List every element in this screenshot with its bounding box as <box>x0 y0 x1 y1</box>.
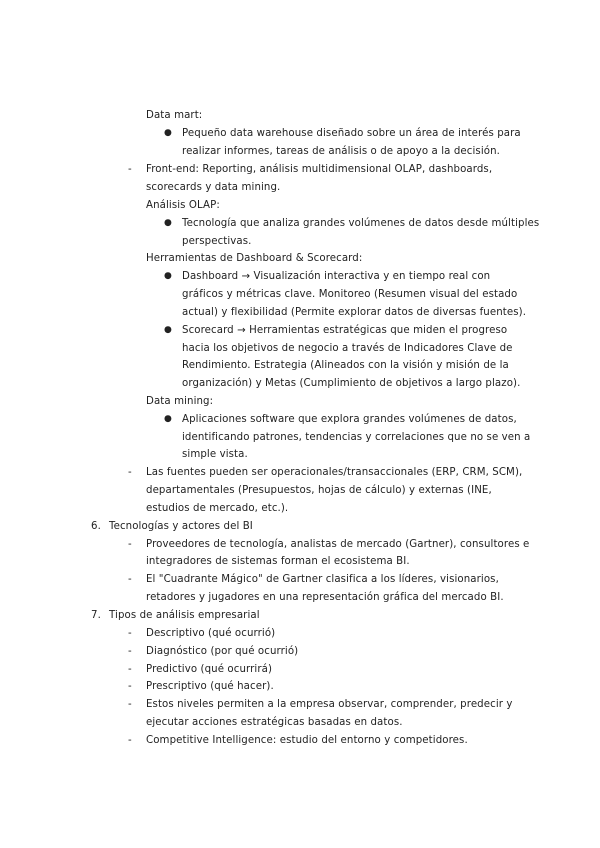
section6-title: Tecnologías y actores del BI <box>109 521 253 532</box>
section6-item2-line1: El "Cuadrante Mágico" de Gartner clasifica a los líderes, visionarios, <box>146 574 499 585</box>
section7-title: Tipos de análisis empresarial <box>109 610 260 621</box>
dash-marker: - <box>128 699 132 710</box>
datamining-bullet-line3: simple vista. <box>182 449 248 460</box>
frontend-line1: Front-end: Reporting, análisis multidimensional OLAP, dashboards, <box>146 164 493 175</box>
section6-number: 6. <box>91 521 101 532</box>
section7-item2: Diagnóstico (por qué ocurrió) <box>146 646 299 657</box>
bullet-marker: ● <box>164 325 172 335</box>
olap-bullet-line1: Tecnología que analiza grandes volúmenes de datos desde múltiples <box>182 218 540 229</box>
bullet-marker: ● <box>164 271 172 281</box>
scorecard-line3: Rendimiento. Estrategia (Alineados con la visión y misión de la <box>182 360 509 371</box>
section7-item1: Descriptivo (qué ocurrió) <box>146 628 276 639</box>
fuentes-line3: estudios de mercado, etc.). <box>146 503 289 514</box>
dashboard-line3: actual) y flexibilidad (Permite explorar datos de diversas fuentes). <box>182 307 527 318</box>
bullet-marker: ● <box>164 128 172 138</box>
dashboard-line1: Dashboard → Visualización interactiva y en tiempo real con <box>182 271 491 282</box>
fuentes-line1: Las fuentes pueden ser operacionales/transaccionales (ERP, CRM, SCM), <box>146 467 523 478</box>
bullet-marker: ● <box>164 414 172 424</box>
datamining-heading: Data mining: <box>146 396 214 407</box>
section6-item1-line1: Proveedores de tecnología, analistas de mercado (Gartner), consultores e <box>146 539 530 550</box>
datamart-bullet-line2: realizar informes, tareas de análisis o de apoyo a la decisión. <box>182 146 500 157</box>
dash-marker: - <box>128 164 132 175</box>
dash-marker: - <box>128 539 132 550</box>
dashboard-line2: gráficos y métricas clave. Monitoreo (Resumen visual del estado <box>182 289 518 300</box>
dash-marker: - <box>128 735 132 746</box>
datamining-bullet-line1: Aplicaciones software que explora grandes volúmenes de datos, <box>182 414 517 425</box>
bullet-marker: ● <box>164 218 172 228</box>
section7-item6: Competitive Intelligence: estudio del entorno y competidores. <box>146 735 468 746</box>
section7-item5-line1: Estos niveles permiten a la empresa observar, comprender, predecir y <box>146 699 513 710</box>
scorecard-line1: Scorecard → Herramientas estratégicas que miden el progreso <box>182 325 508 336</box>
dash-marker: - <box>128 646 132 657</box>
scorecard-line4: organización) y Metas (Cumplimiento de objetivos a largo plazo). <box>182 378 521 389</box>
scorecard-line2: hacia los objetivos de negocio a través de Indicadores Clave de <box>182 343 513 354</box>
section7-number: 7. <box>91 610 101 621</box>
section7-item4: Prescriptivo (qué hacer). <box>146 681 274 692</box>
dash-marker: - <box>128 628 132 639</box>
datamining-bullet-line2: identificando patrones, tendencias y correlaciones que no se ven a <box>182 432 531 443</box>
olap-bullet-line2: perspectivas. <box>182 236 252 247</box>
dash-marker: - <box>128 681 132 692</box>
section6-item2-line2: retadores y jugadores en una representación gráfica del mercado BI. <box>146 592 504 603</box>
section6-item1-line2: integradores de sistemas forman el ecosistema BI. <box>146 556 410 567</box>
section7-item5-line2: ejecutar acciones estratégicas basadas en datos. <box>146 717 403 728</box>
datamart-heading: Data mart: <box>146 110 203 121</box>
dash-marker: - <box>128 664 132 675</box>
section7-item3: Predictivo (qué ocurrirá) <box>146 664 273 675</box>
dash-marker: - <box>128 467 132 478</box>
frontend-line2: scorecards y data mining. <box>146 182 281 193</box>
olap-heading: Análisis OLAP: <box>146 200 220 211</box>
datamart-bullet-line1: Pequeño data warehouse diseñado sobre un área de interés para <box>182 128 521 139</box>
dash-marker: - <box>128 574 132 585</box>
dashboard-scorecard-heading: Herramientas de Dashboard & Scorecard: <box>146 253 363 264</box>
fuentes-line2: departamentales (Presupuestos, hojas de cálculo) y externas (INE, <box>146 485 492 496</box>
